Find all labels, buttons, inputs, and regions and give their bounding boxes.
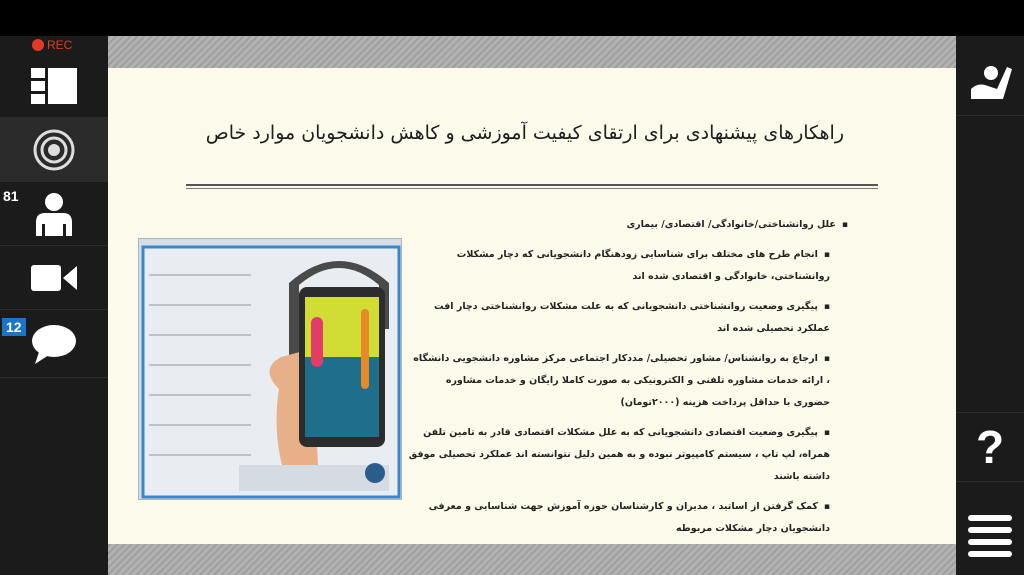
recording-indicator	[32, 38, 72, 52]
participants-button[interactable]	[0, 182, 108, 246]
bullet-list	[408, 214, 848, 540]
slide	[108, 68, 956, 544]
right-toolbar	[956, 36, 1024, 575]
bullet-level2: ▪ انجام طرح های مختلف برای شناسایی زودهنگام دانشجویانی که دچار مشکلات روانشناختی، خانوادگی و اقتصادی شده اند	[408, 244, 830, 288]
bullet-level2: ▪ پیگیری وضعیت اقتصادی دانشجویانی که به علل مشکلات اقتصادی قادر به تامین تلفن همراه، لپ تاپ ، سیستم کامپیوتر نبوده و به همین دلیل نتوانسته اند عملکرد تحصیلی موفق داشته باشند	[408, 422, 830, 488]
help-icon: ?	[975, 421, 1005, 473]
chat-icon	[31, 324, 77, 364]
participants-count: 81	[3, 188, 19, 204]
participants-icon	[34, 192, 74, 236]
video-icon	[31, 264, 77, 292]
menu-button[interactable]	[956, 494, 1024, 575]
raise-hand-icon	[967, 59, 1013, 101]
menu-icon	[968, 513, 1012, 557]
video-button[interactable]	[0, 246, 108, 310]
presentation-stage	[108, 36, 956, 575]
rec-label: REC	[47, 38, 73, 52]
raise-hand-button[interactable]	[956, 44, 1024, 116]
layout-icon	[31, 68, 77, 104]
bullet-level2: ▪ ارجاع به روانشناس/ مشاور تحصیلی/ مددکار اجتماعی مرکز مشاوره دانشجویی دانشگاه ، ارائه خدمات مشاوره تلفنی و الکترونیکی به صورت کاملا رایگان و خدمات مشاوره حضوری با حداقل پرداخت هزینه (۲۰۰۰تومان)	[408, 348, 830, 414]
layout-button[interactable]	[0, 54, 108, 118]
bullet-level2: ▪ پیگیری وضعیت روانشناختی دانشجویانی که به علت مشکلات روانشناختی دچار افت عملکرد تحصیلی شده اند	[408, 296, 830, 340]
chat-button[interactable]	[0, 310, 108, 378]
record-dot-icon	[32, 39, 44, 51]
counseling-poster-image	[138, 238, 402, 500]
broadcast-icon	[33, 129, 75, 171]
bullet-level1: ▪ علل روانشناختی/خانوادگی/ اقتصادی/ بیماری	[408, 214, 848, 236]
bullet-level2: ▪ کمک گرفتن از اساتید ، مدیران و کارشناسان حوزه آموزش جهت شناسایی و معرفی دانشجویان دچار مشکلات مربوطه	[408, 496, 830, 540]
slide-title: راهکارهای پیشنهادی برای ارتقای کیفیت آموزشی و کاهش دانشجویان موارد خاص	[205, 122, 844, 144]
poster-graphic	[139, 239, 402, 500]
title-underline	[186, 184, 878, 189]
broadcast-button[interactable]	[0, 118, 108, 182]
help-button[interactable]	[956, 412, 1024, 482]
left-toolbar	[0, 36, 108, 575]
chat-unread-badge: 12	[2, 318, 26, 336]
